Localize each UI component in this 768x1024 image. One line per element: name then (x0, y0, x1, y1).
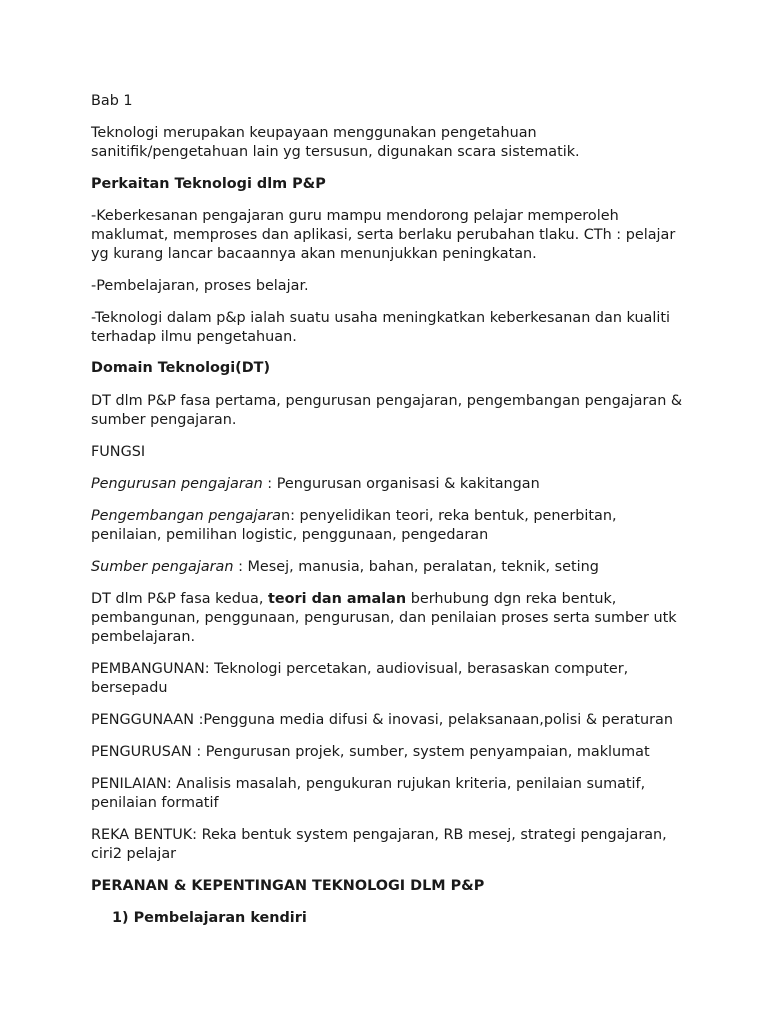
paragraph-dt-kedua (91, 590, 691, 647)
desc-pengurusan: : Pengurusan organisasi & kakitangan (262, 476, 540, 492)
item-pembangunan: PEMBANGUNAN: Teknologi percetakan, audiovisual, berasaskan computer, bersepadu (91, 661, 629, 696)
dt-kedua-pre: DT dlm P&P fasa kedua, (91, 591, 268, 607)
paragraph-pembelajaran: -Pembelajaran, proses belajar. (91, 278, 309, 294)
fungsi-sumber (91, 558, 691, 577)
desc-pengembangan: n: penyelidikan teori, reka bentuk, penerbitan, penilaian, pemilihan logistic, penggunaan, pengedaran (91, 508, 617, 543)
heading-domain: Domain Teknologi(DT) (91, 360, 271, 376)
fungsi-label: FUNGSI (91, 444, 146, 460)
chapter-label: Bab 1 (91, 93, 133, 109)
dt-kedua-bold: teori dan amalan (268, 591, 407, 607)
term-pengurusan: Pengurusan pengajaran (91, 476, 263, 492)
heading-peranan: PERANAN & KEPENTINGAN TEKNOLOGI DLM P&P (91, 878, 485, 894)
item-pengurusan: PENGURUSAN : Pengurusan projek, sumber, system penyampaian, maklumat (91, 744, 650, 760)
item-penilaian: PENILAIAN: Analisis masalah, pengukuran rujukan kriteria, penilaian sumatif, penilaian formatif (91, 776, 646, 811)
item-reka-bentuk: REKA BENTUK: Reka bentuk system pengajaran, RB mesej, strategi pengajaran, ciri2 pelajar (91, 827, 667, 862)
paragraph-keberkesanan: -Keberkesanan pengajaran guru mampu mendorong pelajar memperoleh maklumat, memproses dan aplikasi, serta berlaku perubahan tlaku. CTh : pelajar yg kurang lancar bacaannya akan menunjukkan peningkatan. (91, 208, 676, 262)
list-item-pembelajaran-kendiri: 1) Pembelajaran kendiri (112, 910, 307, 926)
fungsi-pengembangan (91, 507, 691, 545)
desc-sumber: : Mesej, manusia, bahan, peralatan, teknik, seting (233, 559, 599, 575)
definition-paragraph: Teknologi merupakan keupayaan menggunakan pengetahuan sanitifik/pengetahuan lain yg tersusun, digunakan scara sistematik. (91, 125, 580, 160)
item-penggunaan: PENGGUNAAN :Pengguna media difusi & inovasi, pelaksanaan,polisi & peraturan (91, 712, 673, 728)
paragraph-teknologi-pnp: -Teknologi dalam p&p ialah suatu usaha meningkatkan keberkesanan dan kualiti terhadap ilmu pengetahuan. (91, 310, 671, 345)
term-pengembangan: Pengembangan pengajara (91, 508, 281, 524)
fungsi-pengurusan (91, 475, 691, 494)
heading-perkaitan: Perkaitan Teknologi dlm P&P (91, 176, 326, 192)
paragraph-dt-pertama: DT dlm P&P fasa pertama, pengurusan pengajaran, pengembangan pengajaran & sumber pengajaran. (91, 393, 683, 428)
dt-kedua-post: berhubung dgn reka bentuk, pembangunan, penggunaan, pengurusan, dan penilaian proses serta sumber utk pembelajaran. (91, 591, 677, 645)
term-sumber: Sumber pengajaran (91, 559, 234, 575)
